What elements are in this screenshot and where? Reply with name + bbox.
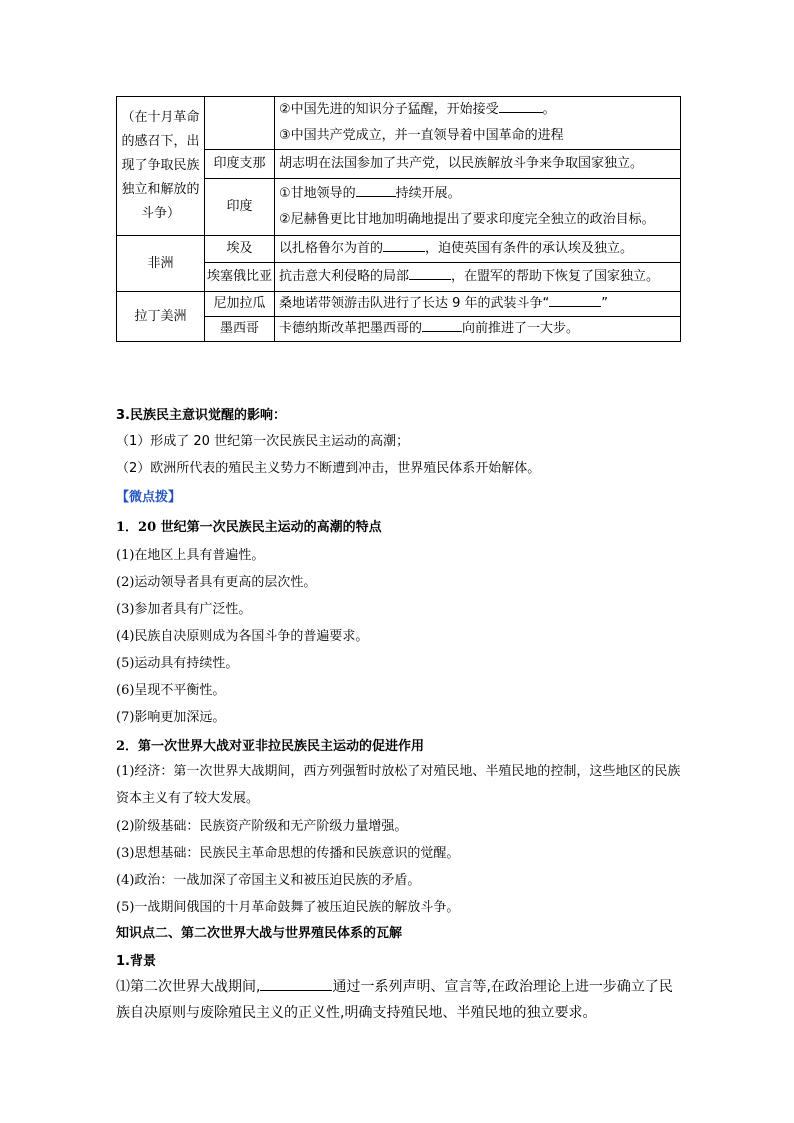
- blank-line: [549, 292, 601, 307]
- country-cell: 印度支那: [205, 150, 275, 179]
- background-paragraph: ⑴第二次世界大战期间, 通过一系列声明、宣言等,在政治理论上进一步确立了民族自决原则与废除殖民主义的正义性,明确支持殖民地、半殖民地的独立要求。: [116, 974, 682, 1026]
- content-cell: 以扎格鲁尔为首的 ，迫使英国有条件的承认埃及独立。: [275, 236, 681, 263]
- knowledge2-title: 知识点二、第二次世界大战与世界殖民体系的瓦解: [116, 926, 403, 941]
- content-cell: 抗击意大利侵略的局部 ，在盟军的帮助下恢复了国家独立。: [275, 263, 681, 292]
- content-cell: 胡志明在法国参加了共产党，以民族解放斗争来争取国家独立。: [275, 150, 681, 179]
- tip2-item-economy: (1)经济：第一次世界大战期间，西方列强暂时放松了对殖民地、半殖民地的控制，这些地区的民族资本主义有了较大发展。: [116, 764, 681, 806]
- region-cell-africa: 非洲: [117, 236, 205, 292]
- tip1-item: (2)运动领导者具有更高的层次性。: [116, 575, 317, 590]
- blank-line: [383, 237, 425, 252]
- section3-item: （1）形成了 20 世纪第一次民族民主运动的高潮；: [116, 434, 410, 449]
- country-cell: 埃塞俄比亚: [205, 263, 275, 292]
- tip2-item: (4)政治：一战加深了帝国主义和被压迫民族的矛盾。: [116, 873, 421, 888]
- tip1-title: 1．20 世纪第一次民族民主运动的高潮的特点: [116, 520, 382, 535]
- blank-line: [260, 976, 332, 991]
- blank-line: [409, 265, 451, 280]
- tip1-item: (5)运动具有持续性。: [116, 656, 239, 671]
- content-cell: 卡德纳斯改革把墨西哥的 向前推进了一大步。: [275, 317, 681, 342]
- country-cell: 印度: [205, 179, 275, 236]
- blank-line: [356, 182, 396, 197]
- table-row: [117, 97, 681, 150]
- tip1-item: (3)参加者具有广泛性。: [116, 602, 252, 617]
- tip2-item: (5)一战期间俄国的十月革命鼓舞了被压迫民族的解放斗争。: [116, 900, 460, 915]
- content-cell-china: ②中国先进的知识分子猛醒，开始接受 。 ③中国共产党成立，并一直领导着中国革命的进程: [275, 97, 681, 150]
- table-row: [117, 292, 681, 317]
- tip2-title: 2．第一次世界大战对亚非拉民族民主运动的促进作用: [116, 739, 425, 754]
- section3-heading: 3.民族民主意识觉醒的影响：: [116, 408, 286, 423]
- country-cell: 墨西哥: [205, 317, 275, 342]
- tip1-item: (6)呈现不平衡性。: [116, 683, 226, 698]
- table-row: [117, 236, 681, 263]
- country-cell: 尼加拉瓜: [205, 292, 275, 317]
- history-table: [116, 96, 681, 342]
- region-cell-asia: （在十月革命的感召下，出现了争取民族独立和解放的斗争）: [117, 97, 205, 236]
- tip1-item: (1)在地区上具有普遍性。: [116, 548, 265, 563]
- country-cell-china: [205, 97, 275, 150]
- background-heading: 1.背景: [116, 954, 156, 969]
- tips-heading: 【微点拨】: [116, 490, 182, 505]
- content-cell: ①甘地领导的 持续开展。 ②尼赫鲁更比甘地加明确地提出了要求印度完全独立的政治目标。: [275, 179, 681, 236]
- country-cell: 埃及: [205, 236, 275, 263]
- tip2-item: (2)阶级基础：民族资产阶级和无产阶级力量增强。: [116, 819, 408, 834]
- section3-item: （2）欧洲所代表的殖民主义势力不断遭到冲击，世界殖民体系开始解体。: [116, 461, 541, 476]
- blank-line: [422, 317, 462, 332]
- tip1-item: (4)民族自决原则成为各国斗争的普遍要求。: [116, 629, 369, 644]
- content-cell: 桑地诺带领游击队进行了长达 9 年的武装斗争“ ”: [275, 292, 681, 317]
- tip1-item: (7)影响更加深远。: [116, 710, 226, 725]
- region-cell-latam: 拉丁美洲: [117, 292, 205, 342]
- tip2-item: (3)思想基础：民族民主革命思想的传播和民族意识的觉醒。: [116, 846, 460, 861]
- blank-line: [499, 98, 543, 113]
